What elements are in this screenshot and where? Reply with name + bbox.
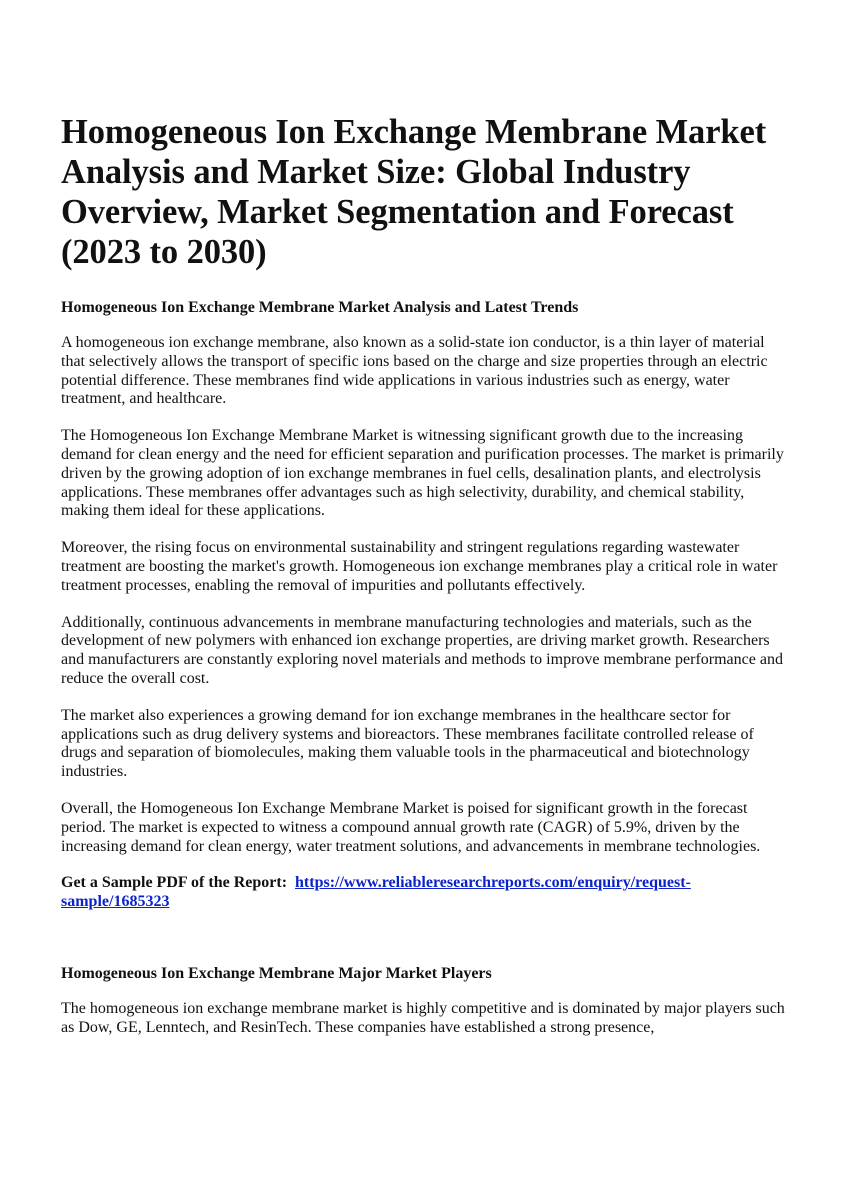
- document-page: [61, 112, 785, 1038]
- sample-request: [61, 874, 785, 912]
- section-heading-trends: Homogeneous Ion Exchange Membrane Market Analysis and Latest Trends: [61, 299, 579, 316]
- paragraph-players: The homogeneous ion exchange membrane market is highly competitive and is dominated by major players such as Dow, GE, Lenntech, and ResinTech. These companies have established a strong presence,: [61, 999, 785, 1036]
- paragraph-cagr: Overall, the Homogeneous Ion Exchange Membrane Market is poised for significant growth in the forecast period. The market is expected to witness a compound annual growth rate (CAGR) of 5.9%, driven by the increasing demand for clean energy, water treatment solutions, and advancements in membrane technologies.: [61, 799, 761, 855]
- sample-link[interactable]: https://www.reliableresearchreports.com/enquiry/request-sample/1685323: [61, 874, 691, 911]
- document-title: Homogeneous Ion Exchange Membrane Market Analysis and Market Size: Global Industry Overview, Market Segmentation and Forecast (2023 to 2030): [61, 113, 767, 271]
- paragraph-growth-drivers: The Homogeneous Ion Exchange Membrane Market is witnessing significant growth due to the increasing demand for clean energy and the need for efficient separation and purification processes. The market is primarily driven by the growing adoption of ion exchange membranes in fuel cells, desalination plants, and electrolysis applications. These membranes offer advantages such as high selectivity, durability, and chemical stability, making them ideal for these applications.: [61, 427, 784, 520]
- sample-label: Get a Sample PDF of the Report:: [61, 874, 288, 892]
- section-heading-players: Homogeneous Ion Exchange Membrane Major Market Players: [61, 964, 492, 982]
- paragraph-advancements: Additionally, continuous advancements in membrane manufacturing technologies and materials, such as the development of new polymers with enhanced ion exchange properties, are driving market growth. Researchers and manufacturers are constantly exploring novel materials and methods to improve membrane performance and reduce the overall cost.: [61, 613, 783, 687]
- paragraph-healthcare: The market also experiences a growing demand for ion exchange membranes in the healthcare sector for applications such as drug delivery systems and bioreactors. These membranes facilitate controlled release of drugs and separation of biomolecules, making them valuable tools in the pharmaceutical and biotechnology industries.: [61, 706, 754, 781]
- paragraph-definition: A homogeneous ion exchange membrane, also known as a solid-state ion conductor, is a thin layer of material that selectively allows the transport of specific ions based on the charge and size properties through an electric potential difference. These membranes find wide applications in various industries such as energy, water treatment, and healthcare.: [61, 334, 768, 408]
- paragraph-sustainability: Moreover, the rising focus on environmental sustainability and stringent regulations regarding wastewater treatment are boosting the market's growth. Homogeneous ion exchange membranes play a critical role in water treatment processes, enabling the removal of impurities and pollutants effectively.: [61, 539, 778, 594]
